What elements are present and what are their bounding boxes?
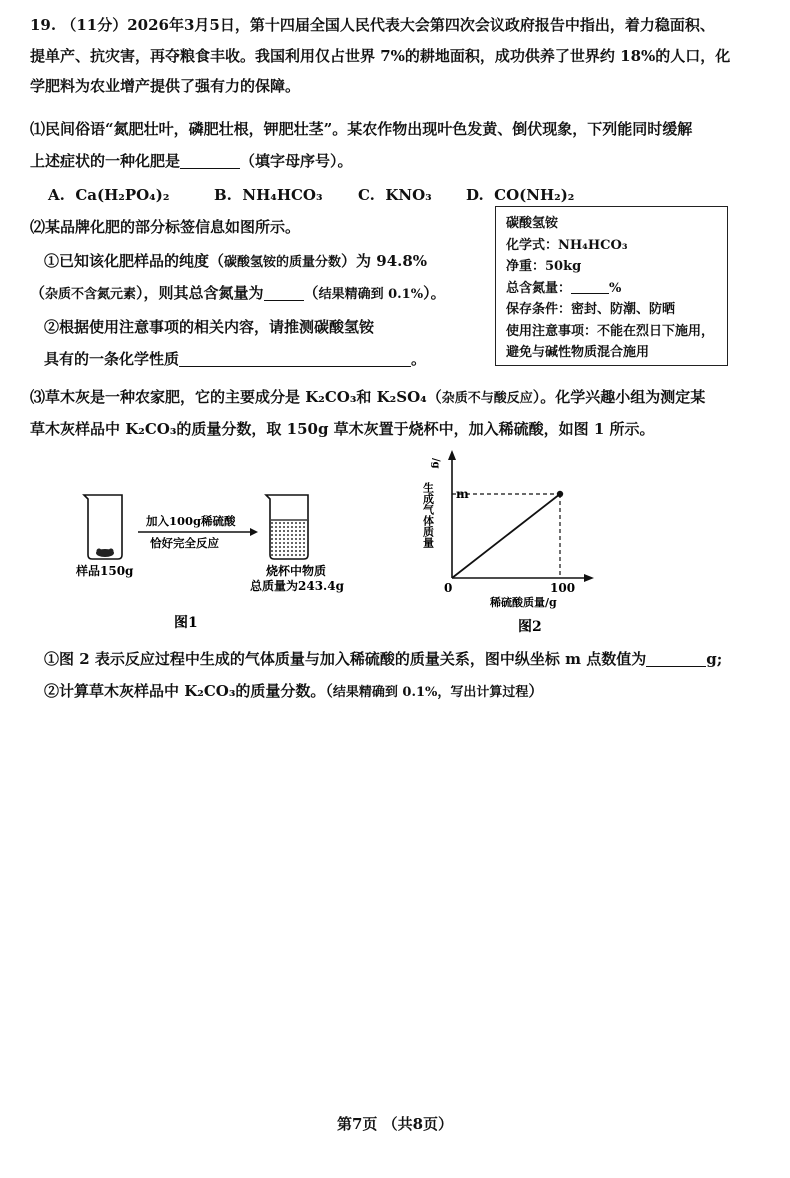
final-q1-unit: g; [706, 650, 723, 668]
part1-line1: ⑴民间俗语“氮肥壮叶，磷肥壮根，钾肥壮茎”。某农作物出现叶色发黄、倒伏现象，下列能同时缓解 [30, 120, 693, 138]
part2-q1-text-f: ）。 [423, 284, 446, 302]
final-q1 [44, 648, 722, 670]
origin-label: 0 [444, 581, 453, 595]
label-notice-2: 避免与碱性物质混合施用 [506, 345, 650, 360]
series-line [452, 494, 560, 578]
fertilizer-label [495, 206, 728, 366]
arrow-label-top: 加入100g稀硫酸 [146, 514, 236, 528]
data-point-end [557, 491, 563, 497]
option-c [358, 186, 432, 204]
part3-note: 杂质不与酸反应 [441, 391, 533, 406]
question-intro-line1 [30, 14, 715, 36]
page-footer: 第7页 （共8页） [336, 1115, 454, 1133]
part2-q1-text-d: ），则其总含氮量为 [136, 284, 264, 302]
option-d-letter: D. [466, 186, 484, 204]
option-c-text: KNO₃ [385, 186, 432, 204]
part2-q2-end: 。 [411, 350, 427, 368]
figure1-caption: 图1 [174, 615, 198, 631]
question-intro-line3: 学肥料为农业增产提供了强有力的保障。 [30, 77, 301, 95]
answer-blank-property[interactable] [179, 350, 411, 367]
part3-text-b: ）。化学兴趣小组为测定某 [532, 388, 706, 406]
y-unit: /g [430, 458, 441, 469]
final-q2-note: 结果精确到 0.1%，写出计算过程 [332, 685, 529, 700]
part1-line2-text: 上述症状的一种化肥是 [30, 152, 181, 170]
label-storage: 保存条件：密封、防潮、防晒 [506, 302, 676, 317]
part2-q2-line1: ②根据使用注意事项的相关内容，请推测碳酸氢铵 [44, 318, 375, 336]
beaker-liquid [271, 520, 307, 558]
part1-line2 [30, 150, 353, 172]
y-axis-label: 生成气体质量 [421, 482, 435, 548]
part2-q1-text-a: ①已知该化肥样品的纯度（ [44, 252, 225, 270]
arrow-label-bottom: 恰好完全反应 [150, 536, 219, 550]
part2-q1-text-e: （ [303, 284, 319, 302]
question-number: 19. [30, 16, 57, 34]
beaker-result [266, 495, 308, 559]
x-axis-arrow-icon [584, 574, 594, 582]
option-c-letter: C. [358, 186, 375, 204]
answer-blank-nitrogen[interactable] [264, 284, 304, 301]
part2-q1-note3: 结果精确到 0.1% [318, 287, 424, 302]
final-q2 [44, 680, 543, 704]
question-score: （11分） [61, 16, 128, 34]
option-d [466, 186, 574, 204]
option-a-letter: A. [48, 186, 65, 204]
part2-q1-text-b: ）为 94.8% [341, 252, 428, 270]
label-title: 碳酸氢铵 [506, 216, 559, 231]
part2-q1-line2 [30, 282, 446, 306]
option-b-letter: B. [214, 186, 232, 204]
option-b-text: NH₄HCO₃ [242, 186, 323, 204]
final-q2-text-a: ②计算草木灰样品中 K₂CO₃的质量分数。（ [44, 682, 333, 700]
label-nitrogen-unit: % [609, 280, 622, 296]
x-tick-100: 100 [550, 581, 576, 595]
option-b [214, 186, 323, 204]
part2-q2-text: 具有的一条化学性质 [44, 350, 180, 368]
part2-q2-line2 [44, 348, 426, 370]
beaker-sample [84, 495, 122, 559]
label-nitrogen [506, 278, 727, 300]
figure2-chart [400, 448, 600, 638]
part2-q1-note2: 杂质不含氮元素 [45, 287, 137, 302]
part2-line1: ⑵某品牌化肥的部分标签信息如图所示。 [30, 218, 301, 236]
sample-label: 样品150g [76, 564, 134, 578]
arrow-head-icon [250, 528, 258, 536]
y-tick-m: m [456, 487, 469, 501]
label-nitrogen-prefix: 总含氮量： [506, 280, 572, 296]
figure2-caption: 图2 [518, 619, 542, 635]
label-notice-1: 使用注意事项：不能在烈日下施用， [506, 323, 715, 339]
answer-blank-fertilizer[interactable] [180, 152, 240, 169]
part3-line2: 草木灰样品中 K₂CO₃的质量分数，取 150g 草木灰置于烧杯中，加入稀硫酸，如图 1 所示。 [30, 420, 655, 438]
result-label-2: 总质量为243.4g [250, 579, 344, 593]
result-label-1: 烧杯中物质 [266, 564, 327, 578]
label-formula: 化学式：NH₄HCO₃ [506, 237, 628, 253]
question-intro-line2: 提单产、抗灾害，再夺粮食丰收。我国利用仅占世界 7%的耕地面积，成功供养了世界约 18%的人口，化 [30, 47, 731, 65]
option-a-text: Ca(H₂PO₄)₂ [75, 186, 170, 204]
final-q2-text-b: ） [528, 682, 544, 700]
option-d-text: CO(NH₂)₂ [494, 186, 575, 204]
part2-q1-note: 碳酸氢铵的质量分数 [224, 255, 342, 270]
label-nitrogen-blank[interactable] [571, 280, 609, 294]
figure1 [70, 485, 370, 635]
part1-line2-hint: （填字母序号）。 [240, 152, 353, 170]
final-q1-text: ①图 2 表示反应过程中生成的气体质量与加入稀硫酸的质量关系，图中纵坐标 m 点数值为 [44, 650, 647, 668]
option-a [48, 186, 169, 204]
part2-q1-line1 [44, 250, 427, 274]
intro-text-1: 2026年3月5日，第十四届全国人民代表大会第四次会议政府报告中指出，着力稳面积、 [127, 16, 715, 34]
x-axis-label: 稀硫酸质量/g [490, 596, 557, 609]
y-axis-arrow-icon [448, 450, 456, 460]
label-weight: 净重：50kg [506, 259, 582, 274]
part3-text-a: ⑶草木灰是一种农家肥，它的主要成分是 K₂CO₃和 K₂SO₄（ [30, 388, 442, 406]
part3-line1 [30, 386, 705, 410]
answer-blank-m[interactable] [646, 650, 706, 667]
part2-q1-text-c: （ [30, 284, 46, 302]
